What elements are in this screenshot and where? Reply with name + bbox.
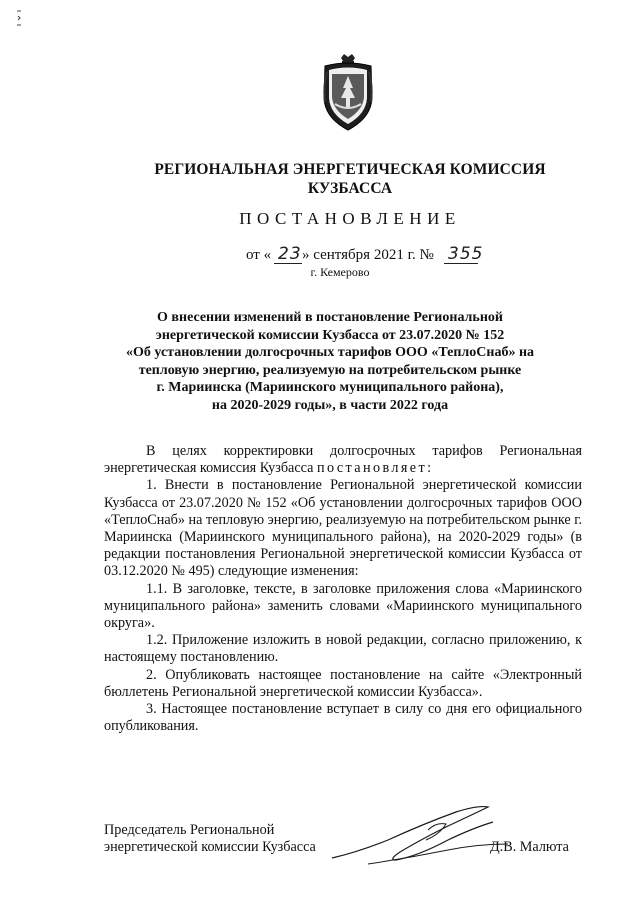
document-type: ПОСТАНОВЛЕНИЕ: [239, 209, 461, 228]
handwritten-number: 355: [448, 244, 484, 264]
document-title: [100, 309, 560, 415]
day-underline: [274, 263, 302, 264]
document-body: [104, 443, 582, 735]
org-name-line-2: КУЗБАССА: [307, 180, 393, 197]
organization-name: [150, 160, 550, 198]
scan-corner-mark: [14, 8, 24, 30]
paragraph-3: 3. Настоящее постановление вступает в силу со дня его официального опубликования.: [104, 701, 582, 735]
intro-text: В целях корректировки долгосрочных тарифов Региональная энергетическая комиссия Кузбасса: [104, 443, 582, 477]
intro-paragraph: [104, 443, 582, 477]
city: г. Кемерово: [310, 265, 370, 279]
paragraph-1-2: 1.2. Приложение изложить в новой редакции, согласно приложению, к настоящему постановлению.: [104, 632, 582, 666]
title-line: энергетической комиссии Кузбасса от 23.07.2020 № 152: [155, 327, 505, 343]
signatory-name: Д.В. Малюта: [490, 839, 569, 855]
date-middle: » сентября 2021 г. №: [302, 247, 434, 263]
handwritten-signature: [328, 800, 518, 872]
handwritten-day: 23: [278, 244, 302, 264]
paragraph-1: 1. Внести в постановление Региональной энергетической комиссии Кузбасса от 23.07.2020 № 152 «Об установлении долгосрочных тарифов ООО «ТеплоСнаб» на тепловую энергию, реализуемую на потребительском рынке г. Мариинска (Мариинского муниципального района), на 2020-2029 годы» (в редакции постановления Региональной энергетической комиссии Кузбасса от 03.12.2020 № 495) следующие изменения:: [104, 477, 582, 580]
title-line: тепловую энергию, реализуемую на потребительском рынке: [138, 362, 522, 378]
org-name-line-1: РЕГИОНАЛЬНАЯ ЭНЕРГЕТИЧЕСКАЯ КОМИССИЯ: [154, 161, 546, 178]
signatory-position: [104, 822, 344, 857]
position-line-1: Председатель Региональной: [104, 822, 275, 838]
intro-emphasis: постановляет:: [316, 460, 434, 477]
title-line: «Об установлении долгосрочных тарифов ООО «ТеплоСнаб» на: [125, 345, 535, 361]
title-line: на 2020-2029 годы», в части 2022 года: [211, 397, 449, 413]
number-underline: [444, 263, 478, 264]
paragraph-1-1: 1.1. В заголовке, тексте, в заголовке приложения слова «Мариинского муниципального района» заменить словами «Мариинского муниципального округа».: [104, 580, 582, 632]
kuzbass-coat-of-arms-emblem: [319, 52, 377, 134]
date-prefix: от «: [246, 247, 272, 263]
paragraph-2: 2. Опубликовать настоящее постановление на сайте «Электронный бюллетень Региональной энергетической комиссии Кузбасса».: [104, 666, 582, 700]
position-line-2: энергетической комиссии Кузбасса: [104, 839, 316, 856]
title-line: О внесении изменений в постановление Региональной: [157, 310, 503, 325]
title-line: г. Мариинска (Мариинского муниципального района),: [156, 380, 504, 396]
